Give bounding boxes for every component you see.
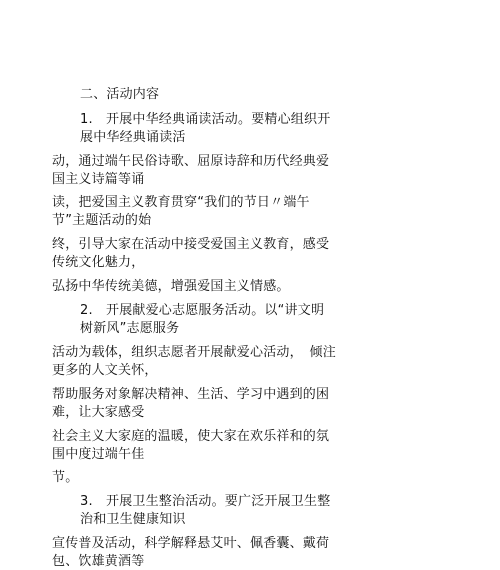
paragraph-line: 1. 开展中华经典诵读活动。要精心组织开: [80, 112, 331, 127]
paragraph-line: 读，把爱国主义教育贯穿“我们的节日〃端午: [52, 195, 310, 210]
paragraph-line: 宣传普及活动，科学解释悬艾叶、佩香囊、戴荷: [52, 536, 330, 551]
paragraph-line: 树新风”志愿服务: [80, 321, 180, 336]
paragraph-line: 更多的人文关怀，: [52, 363, 158, 378]
paragraph-line: 传统文化魅力，: [52, 255, 145, 270]
paragraph-line: 3. 开展卫生整治活动。要广泛开展卫生整: [80, 494, 331, 509]
paragraph-line: 展中华经典诵读活: [80, 130, 186, 145]
paragraph-line: 动，通过端午民俗诗歌、屈原诗辞和历代经典爱: [52, 154, 330, 169]
paragraph-line: 终，引导大家在活动中接受爱国主义教育，感受: [52, 237, 330, 252]
paragraph-line: 社会主义大家庭的温暖，使大家在欢乐祥和的氛: [52, 429, 330, 444]
paragraph-line: 节。: [52, 470, 79, 485]
section-heading: 二、活动内容: [80, 87, 160, 102]
paragraph-line: 国主义诗篇等诵: [52, 172, 145, 187]
paragraph-line: 围中度过端午佳: [52, 447, 145, 462]
paragraph-line: 弘扬中华传统美德，增强爱国主义情感。: [52, 279, 290, 294]
paragraph-line: 活动为载体，组织志愿者开展献爱心活动， 倾注: [52, 345, 336, 360]
paragraph-line: 包、饮雄黄酒等: [52, 554, 145, 569]
paragraph-line: 治和卫生健康知识: [80, 512, 186, 527]
paragraph-line: 难，让大家感受: [52, 405, 145, 420]
paragraph-line: 节”主题活动的始: [52, 213, 152, 228]
paragraph-line: 帮助服务对象解决精神、生活、学习中遇到的困: [52, 387, 330, 402]
paragraph-line: 2. 开展献爱心志愿服务活动。以“讲文明: [80, 303, 325, 318]
